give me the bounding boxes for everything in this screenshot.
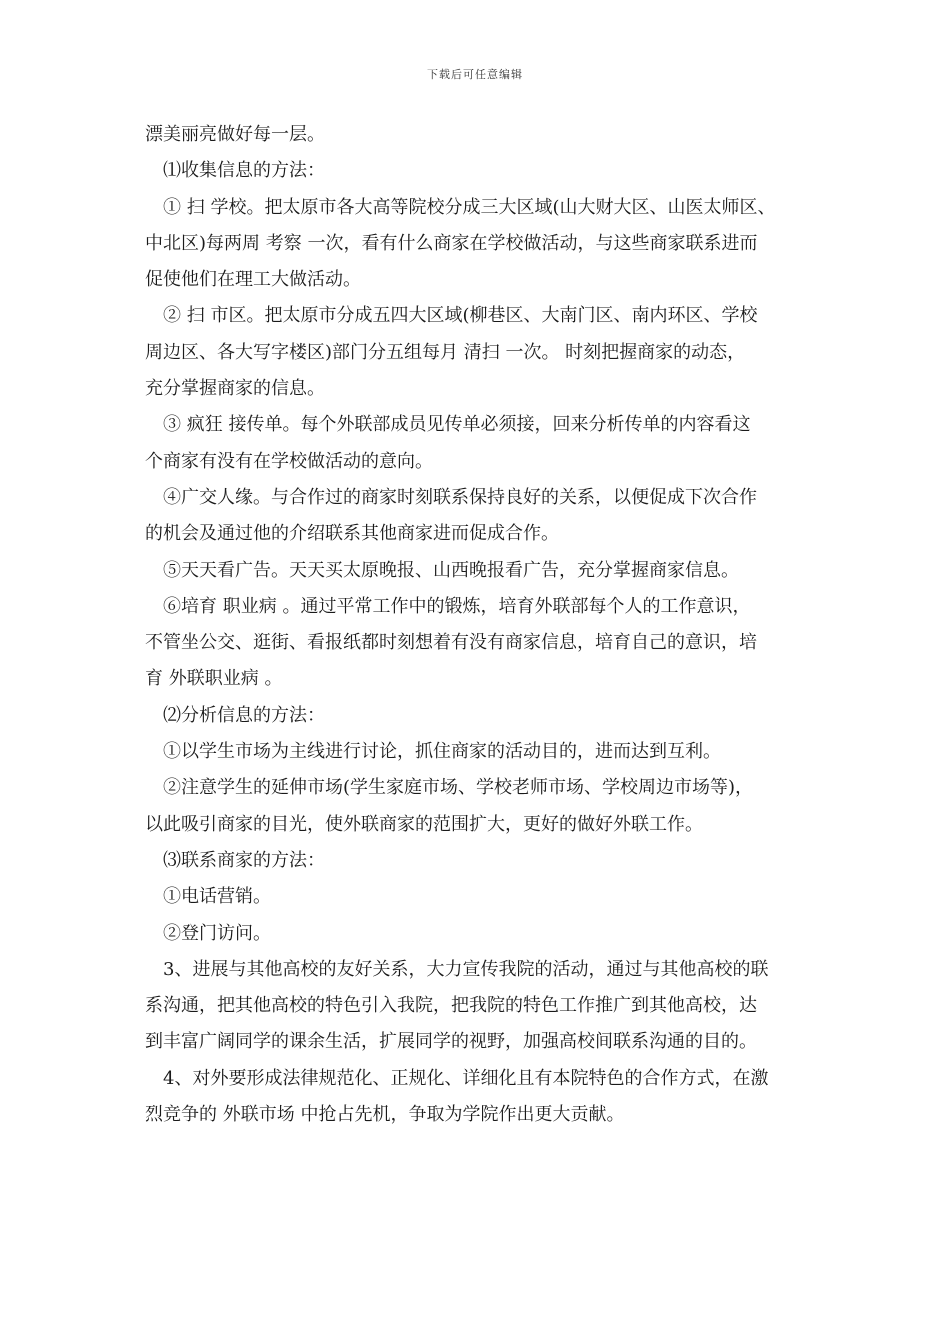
text-line: ⑤天天看广告。天天买太原晚报、山西晚报看广告，充分掌握商家信息。 bbox=[163, 559, 739, 581]
text-line: ③ 疯狂 接传单。每个外联部成员见传单必须接，回来分析传单的内容看这 bbox=[163, 414, 751, 436]
text-line: ①以学生市场为主线进行讨论，抓住商家的活动目的，进而达到互利。 bbox=[163, 741, 721, 763]
text-line: ② 扫 市区。把太原市分成五四大区域(柳巷区、大南门区、南内环区、学校 bbox=[163, 305, 758, 327]
text-line: 漂美丽亮做好每一层。 bbox=[145, 124, 325, 145]
page-header: 下载后可任意编辑 bbox=[427, 68, 523, 81]
text-line: 4、对外要形成法律规范化、正规化、详细化且有本院特色的合作方式，在激 bbox=[163, 1067, 769, 1089]
text-line: 不管坐公交、逛街、看报纸都时刻想着有没有商家信息，培育自己的意识，培 bbox=[145, 632, 757, 654]
text-line: 个商家有没有在学校做活动的意向。 bbox=[145, 450, 433, 472]
text-line: 充分掌握商家的信息。 bbox=[145, 378, 325, 400]
text-line: ⑵分析信息的方法： bbox=[163, 704, 325, 726]
text-line: ④广交人缘。与合作过的商家时刻联系保持良好的关系，以便促成下次合作 bbox=[163, 486, 757, 508]
text-line: 的机会及通过他的介绍联系其他商家进而促成合作。 bbox=[145, 523, 559, 545]
text-line: 烈竞争的 外联市场 中抢占先机，争取为学院作出更大贡献。 bbox=[145, 1104, 625, 1126]
document-body bbox=[145, 117, 815, 1133]
text-line: ②登门访问。 bbox=[163, 922, 271, 944]
text-line: 3、进展与其他高校的友好关系，大力宣传我院的活动，通过与其他高校的联 bbox=[163, 958, 769, 980]
text-line: ⑶联系商家的方法： bbox=[163, 849, 325, 871]
text-line: ⑥培育 职业病 。通过平常工作中的锻炼，培育外联部每个人的工作意识， bbox=[163, 595, 751, 617]
text-line: 周边区、各大写字楼区)部门分五组每月 清扫 一次。 时刻把握商家的动态， bbox=[145, 341, 746, 363]
text-line: 系沟通，把其他高校的特色引入我院，把我院的特色工作推广到其他高校，达 bbox=[145, 995, 757, 1017]
text-line: 到丰富广阔同学的课余生活，扩展同学的视野，加强高校间联系沟通的目的。 bbox=[145, 1031, 757, 1053]
text-line: 以此吸引商家的目光，使外联商家的范围扩大，更好的做好外联工作。 bbox=[145, 813, 703, 835]
text-line: 促使他们在理工大做活动。 bbox=[145, 269, 361, 291]
text-line: 育 外联职业病 。 bbox=[145, 668, 283, 690]
text-line: ②注意学生的延伸市场(学生家庭市场、学校老师市场、学校周边市场等)， bbox=[163, 777, 754, 799]
text-line: ①电话营销。 bbox=[163, 886, 271, 908]
text-line: 中北区)每两周 考察 一次，看有什么商家在学校做活动，与这些商家联系进而 bbox=[145, 232, 758, 254]
text-line: ⑴收集信息的方法： bbox=[163, 160, 325, 182]
text-line: ① 扫 学校。把太原市各大高等院校分成三大区域(山大财大区、山医太师区、 bbox=[163, 196, 776, 218]
